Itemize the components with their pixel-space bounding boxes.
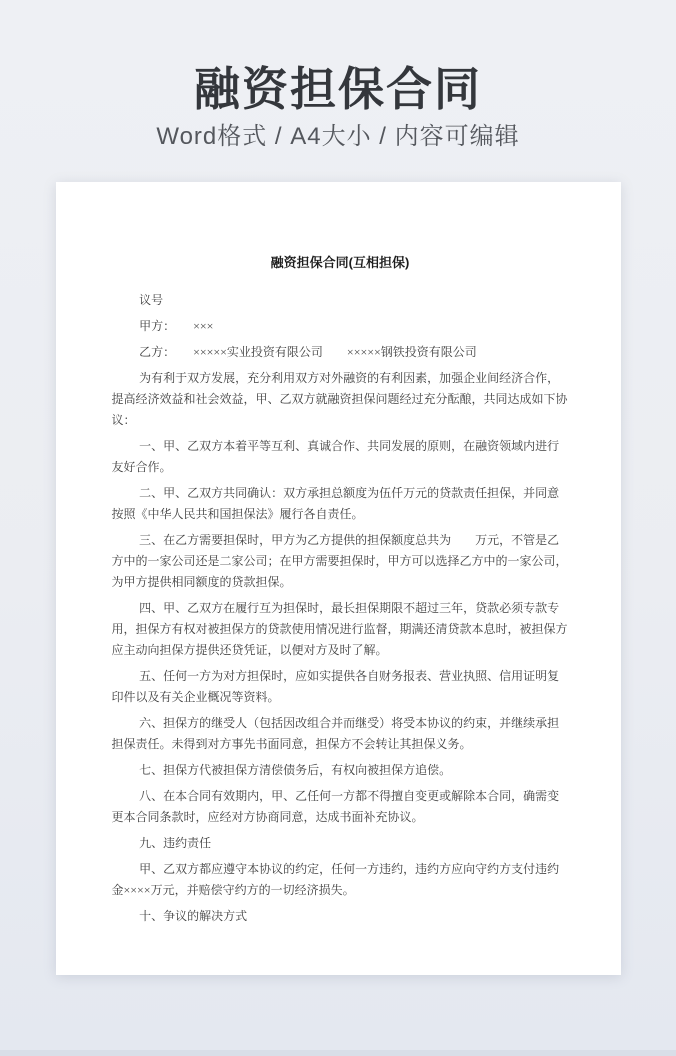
contract-paragraph: 十、争议的解决方式 — [139, 909, 248, 923]
contract-paragraph: 甲、乙双方都应遵守本协议的约定，任何一方违约，违约方应向守约方支付违约金××××万元，并赔偿守约方的一切经济损失。 — [111, 862, 560, 897]
contract-paragraph: 九、违约责任 — [139, 836, 212, 850]
contract-paragraph: 八、在本合同有效期内，甲、乙任何一方都不得擅自变更或解除本合同，确需变更本合同条款时，应经对方协商同意，达成书面补充协议。 — [111, 789, 560, 824]
contract-paragraph: 三、在乙方需要担保时，甲方为乙方提供的担保额度总共为 万元，不管是乙方中的一家公司还是二家公司；在甲方需要担保时，甲方可以选择乙方中的一家公司，为甲方提供相同额度的贷款担保。 — [111, 533, 568, 589]
template-title: 融资担保合同 — [194, 63, 482, 115]
contract-paragraph: 乙方： ×××××实业投资有限公司 ×××××钢铁投资有限公司 — [139, 345, 477, 359]
contract-paragraph: 七、担保方代被担保方清偿债务后，有权向被担保方追偿。 — [139, 763, 452, 777]
document-body — [112, 290, 569, 927]
template-header — [0, 0, 676, 151]
contract-paragraph: 甲方： ××× — [139, 319, 214, 333]
footer-strip — [0, 1050, 676, 1056]
contract-paragraph: 六、担保方的继受人（包括因改组合并而继受）将受本协议的约束，并继续承担担保责任。未得到对方事先书面同意，担保方不会转让其担保义务。 — [111, 716, 560, 751]
contract-paragraph: 二、甲、乙双方共同确认：双方承担总额度为伍仟万元的贷款责任担保，并同意按照《中华人民共和国担保法》履行各自责任。 — [111, 486, 560, 521]
contract-paragraph: 一、甲、乙双方本着平等互利、真诚合作、共同发展的原则，在融资领域内进行友好合作。 — [111, 439, 560, 474]
document-page — [56, 182, 621, 975]
contract-paragraph: 为有利于双方发展，充分利用双方对外融资的有利因素，加强企业间经济合作，提高经济效益和社会效益，甲、乙双方就融资担保问题经过充分酝酿，共同达成如下协议： — [111, 371, 568, 427]
template-subtitle: Word格式 / A4大小 / 内容可编辑 — [156, 123, 520, 150]
contract-paragraph: 五、任何一方为对方担保时，应如实提供各自财务报表、营业执照、信用证明复印件以及有关企业概况等资料。 — [111, 669, 560, 704]
document-title: 融资担保合同(互相担保) — [270, 255, 410, 270]
contract-paragraph: 议号 — [139, 293, 164, 307]
contract-paragraph: 四、甲、乙双方在履行互为担保时，最长担保期限不超过三年，贷款必须专款专用，担保方有权对被担保方的贷款使用情况进行监督，期满还清贷款本息时，被担保方应主动向担保方提供还贷凭证，以便对方及时了解。 — [111, 601, 568, 657]
